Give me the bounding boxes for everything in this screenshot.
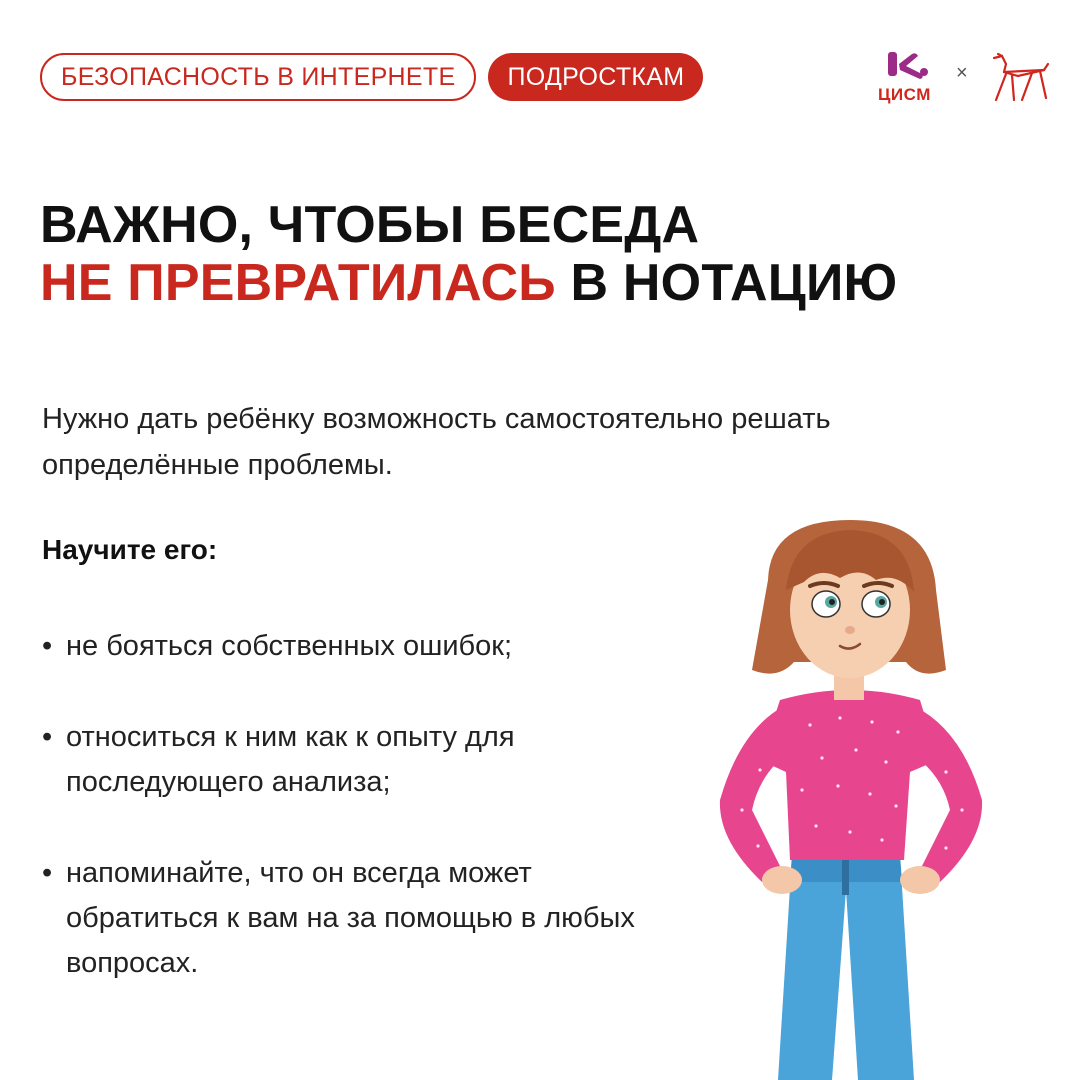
headline-line-2 (40, 254, 897, 312)
list-item-text: напоминайте, что он всегда может обратиться к вам на за помощью в любых вопросах. (66, 857, 635, 979)
bullet-dot: • (42, 630, 53, 662)
bullet-dot: • (42, 721, 53, 753)
partner-separator: × (956, 62, 968, 84)
bullet-dot: • (42, 857, 53, 889)
headline-rest: В НОТАЦИЮ (555, 254, 898, 312)
cism-logo-text: ЦИСМ (878, 85, 931, 104)
girl-illustration (700, 510, 1000, 1080)
headline (40, 196, 897, 312)
horse-logo-icon (988, 52, 1050, 104)
headline-line-1: ВАЖНО, ЧТОБЫ БЕСЕДА (40, 196, 700, 254)
list-item (42, 851, 682, 986)
tag-teenagers: ПОДРОСТКАМ (488, 53, 703, 101)
teach-list (42, 624, 682, 1032)
partner-logos (876, 50, 1052, 106)
headline-accent: НЕ ПРЕВРАТИЛАСЬ (40, 254, 556, 312)
list-item-text: относиться к ним как к опыту для последующего анализа; (66, 721, 515, 798)
header-tags (40, 53, 703, 101)
intro-text: Нужно дать ребёнку возможность самостоятельно решать определённые проблемы. (42, 403, 831, 481)
teach-label: Научите его: (42, 534, 218, 565)
list-item (42, 624, 682, 669)
tag-internet-safety: БЕЗОПАСНОСТЬ В ИНТЕРНЕТЕ (40, 53, 476, 101)
list-item (42, 715, 682, 805)
list-item-text: не бояться собственных ошибок; (66, 630, 513, 662)
